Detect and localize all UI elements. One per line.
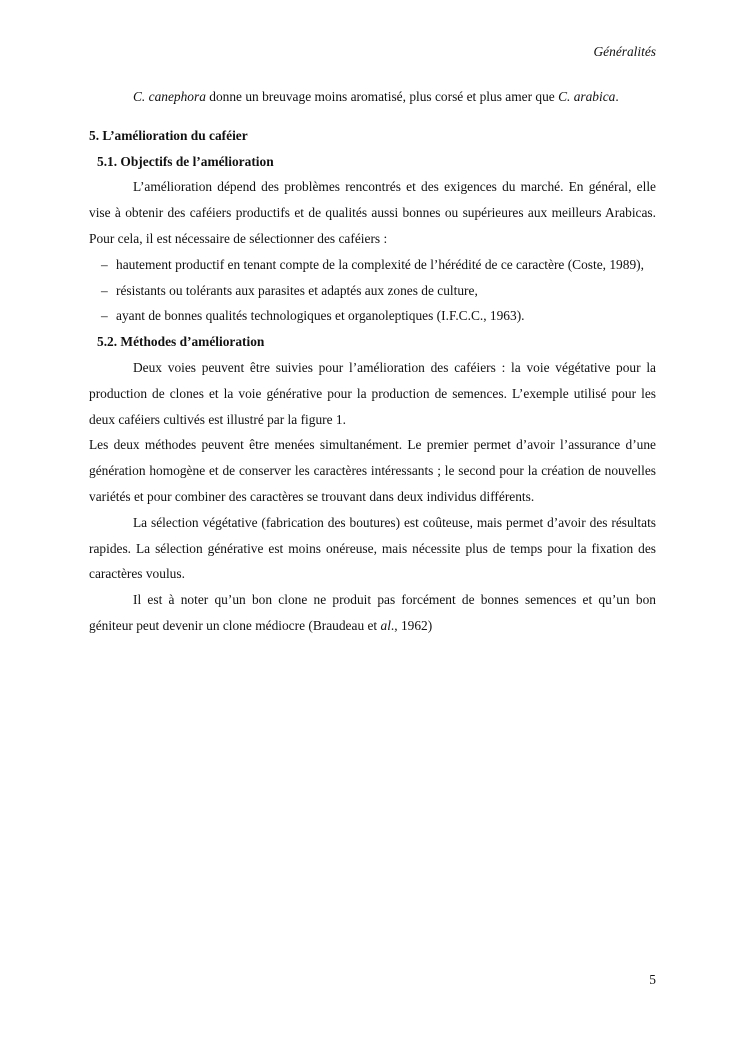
paragraph — [89, 587, 656, 639]
intro-text: donne un breuvage moins aromatisé, plus corsé et plus amer que — [205, 89, 559, 104]
page-number: 5 — [649, 972, 656, 987]
paragraph-text: ., 1962) — [390, 617, 433, 633]
criteria-list — [89, 252, 656, 329]
paragraph: Les deux méthodes peuvent être menées simultanément. Le premier permet d’avoir l’assurance d’une génération homogène et de conserver les caractères intéressants ; le second pour la création de nouvelles variétés et pour combiner des caractères se trouvant dans deux individus différents. — [89, 437, 656, 504]
citation-etal: al — [380, 617, 391, 633]
paragraph: La sélection végétative (fabrication des boutures) est coûteuse, mais permet d’avoir des résultats rapides. La sélection générative est moins onéreuse, mais nécessite plus de temps pour la fixation des caractères voulus. — [89, 514, 656, 582]
list-item: – hautement productif en tenant compte de la complexité de l’hérédité de ce caractère (Coste, 1989), — [89, 252, 656, 278]
paragraph: Deux voies peuvent être suivies pour l’amélioration des caféiers : la voie végétative pour la production de clones et la voie générative pour la production de semences. L’exemple utilisé pour les deux caféiers cultivés est illustré par la figure 1. — [89, 359, 656, 427]
section-heading: 5. L’amélioration du caféier — [89, 127, 248, 143]
species-name: C. arabica — [558, 89, 616, 104]
paragraph: L’amélioration dépend des problèmes rencontrés et des exigences du marché. En général, elle vise à obtenir des caféiers productifs et de qualités aussi bonnes ou supérieures aux meilleurs Arabicas. Pour cela, il est nécessaire de sélectionner des caféiers : — [89, 179, 656, 246]
subsection-heading: 5.2. Méthodes d’amélioration — [97, 334, 265, 350]
intro-end: . — [615, 89, 619, 104]
page-body — [89, 84, 656, 639]
paragraph-text: Il est à noter qu’un bon clone ne produit pas forcément de bonnes semences et qu’un bon géniteur peut devenir un clone médiocre (Braudeau et — [89, 592, 656, 633]
species-name: C. canephora — [133, 89, 206, 104]
intro-paragraph — [89, 84, 656, 110]
list-item: – résistants ou tolérants aux parasites et adaptés aux zones de culture, — [89, 278, 656, 304]
list-item: – ayant de bonnes qualités technologiques et organoleptiques (I.F.C.C., 1963). — [89, 303, 656, 329]
subsection-heading: 5.1. Objectifs de l’amélioration — [97, 153, 274, 169]
running-header: Généralités — [593, 44, 656, 59]
